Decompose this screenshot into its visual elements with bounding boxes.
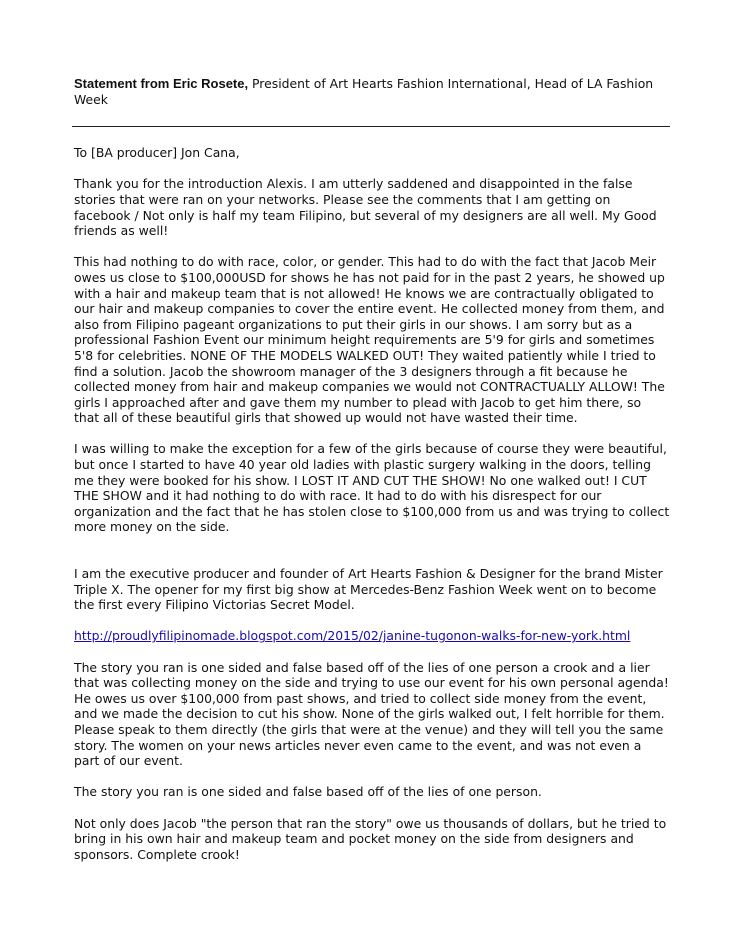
paragraph-producer: I am the executive producer and founder of Art Hearts Fashion & Designer for the brand Mister Triple X. The opener for my first big show at Mercedes-Benz Fashion Week went on to become the first every Filipino Victorias Secret Model. bbox=[74, 566, 663, 613]
statement-author: Statement from Eric Rosete, bbox=[74, 76, 249, 91]
author-title: President of Art Hearts Fashion International, Head of LA Fashion Week bbox=[74, 76, 654, 107]
salutation: To [BA producer] Jon Cana, bbox=[74, 145, 240, 161]
paragraph-false-story: The story you ran is one sided and false based off of the lies of one person a crook and a lier that was collecting money on the side and trying to use our event for his own personal agenda! He owes us over $100,000 from past shows, and tried to collect side money from the event, and we made the decision to cut his show. None of the girls walked out, I felt horrible for them. Please speak to them directly (the girls that were at the venue) and they will tell you the same story. The women on your news articles never even came to the event, and was not even a part of our event. bbox=[74, 659, 669, 769]
blog-link[interactable]: http://proudlyfilipinomade.blogspot.com/2015/02/janine-tugonon-walks-for-new-york.html bbox=[74, 628, 631, 644]
paragraph-cut-show: I was willing to make the exception for a few of the girls because of course they were beautiful, but once I started to have 40 year old ladies with plastic surgery walking in the doors, telling me they were booked for his show. I LOST IT AND CUT THE SHOW! No one walked out! I CUT THE SHOW and it had nothing to do with race. It had to do with his disrespect for our organization and the fact that he has stolen close to $100,000 from us and was trying to collect more money on the side. bbox=[74, 441, 670, 535]
paragraph-one-sided: The story you ran is one sided and false based off of the lies of one person. bbox=[74, 784, 542, 800]
paragraph-conclusion: Not only does Jacob "the person that ran the story" owe us thousands of dollars, but he tried to bring in his own hair and makeup team and pocket money on the side from designers and sponsors. Complete crook! bbox=[74, 815, 667, 862]
statement-header bbox=[74, 76, 670, 107]
statement-document bbox=[74, 76, 670, 862]
paragraph-intro: Thank you for the introduction Alexis. I am utterly saddened and disappointed in the false stories that were ran on your networks. Please see the comments that I am getting on facebook / Not only is half my team Filipino, but several of my designers are all well. My Good friends as well! bbox=[74, 176, 657, 239]
paragraph-explanation: This had nothing to do with race, color, or gender. This had to do with the fact that Jacob Meir owes us close to $100,000USD for shows he has not paid for in the past 2 years, he showed up with a hair and makeup team that is not allowed! He knows we are contractually obligated to our hair and makeup companies to cover the entire event. He collected money from them, and also from Filipino pageant organizations to put their girls in our shows. I am sorry but as a professional Fashion Event our minimum height requirements are 5'9 for girls and sometimes 5'8 for celebrities. NONE OF THE MODELS WALKED OUT! They waited patiently while I tried to find a solution. Jacob the showroom manager of the 3 designers through a fit because he collected money from hair and makeup companies we would not CONTRACTUALLY ALLOW! The girls I approached after and gave them my number to plead with Jacob to get him there, so that all of these beautiful girls that showed up would not have wasted their time. bbox=[74, 254, 665, 426]
header-divider bbox=[72, 126, 670, 127]
